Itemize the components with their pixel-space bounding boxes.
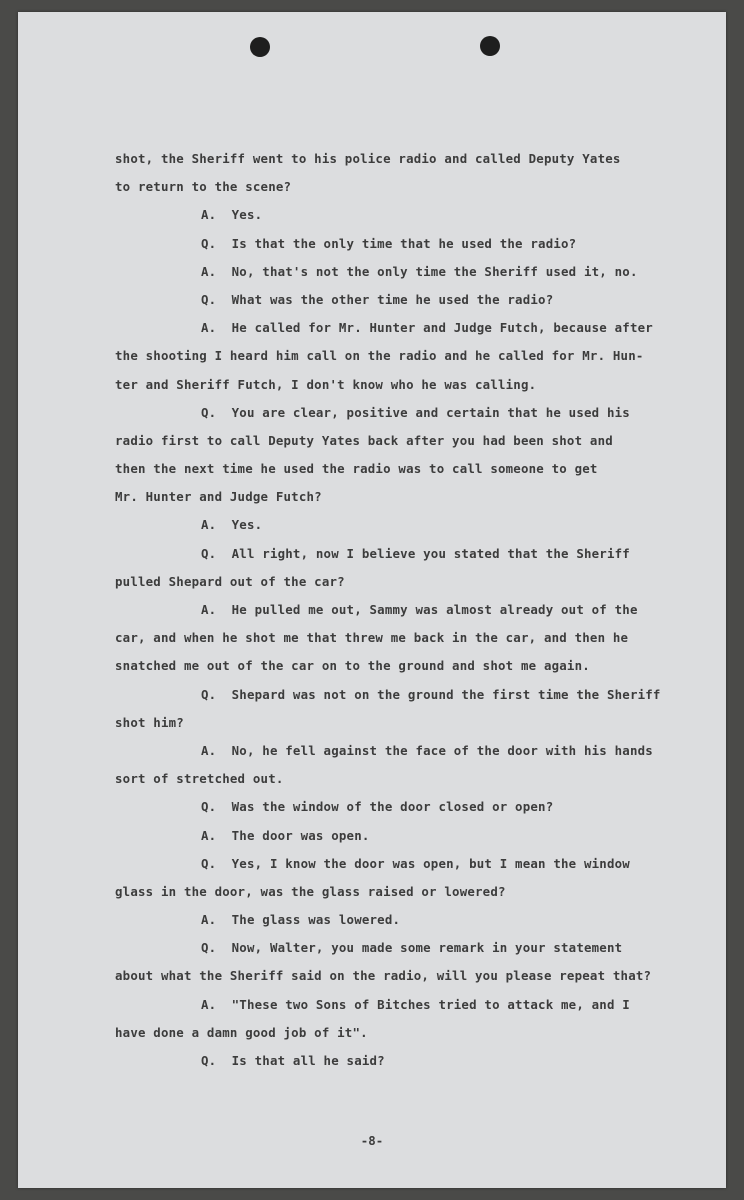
transcript-line: Q. You are clear, positive and certain that he used his xyxy=(201,404,630,420)
transcript-line: Q. Was the window of the door closed or open? xyxy=(201,799,554,815)
transcript-line: radio first to call Deputy Yates back after you had been shot and xyxy=(115,432,613,448)
transcript-body xyxy=(115,145,700,1075)
transcript-line: Mr. Hunter and Judge Futch? xyxy=(115,489,322,505)
transcript-line: Q. Yes, I know the door was open, but I mean the window xyxy=(201,855,630,871)
transcript-line: A. "These two Sons of Bitches tried to attack me, and I xyxy=(201,996,630,1012)
transcript-line: car, and when he shot me that threw me back in the car, and then he xyxy=(115,630,629,646)
punch-hole-right xyxy=(480,36,500,56)
transcript-line: Q. What was the other time he used the radio? xyxy=(201,291,554,307)
transcript-line: then the next time he used the radio was to call someone to get xyxy=(115,461,598,477)
transcript-line: about what the Sheriff said on the radio, will you please repeat that? xyxy=(115,968,652,984)
transcript-line: A. No, he fell against the face of the door with his hands xyxy=(201,742,653,758)
transcript-line: A. Yes. xyxy=(201,517,263,533)
transcript-line: Q. Shepard was not on the ground the first time the Sheriff xyxy=(201,686,661,702)
transcript-line: A. Yes. xyxy=(201,207,263,223)
transcript-line: ter and Sheriff Futch, I don't know who he was calling. xyxy=(115,376,537,392)
transcript-line: the shooting I heard him call on the radio and he called for Mr. Hun- xyxy=(115,348,644,364)
transcript-line: have done a damn good job of it". xyxy=(115,1024,368,1040)
page-number: -8- xyxy=(360,1133,384,1148)
document-page xyxy=(18,12,726,1188)
transcript-line: A. The glass was lowered. xyxy=(201,912,401,928)
transcript-line: shot him? xyxy=(115,714,184,730)
transcript-line: snatched me out of the car on to the ground and shot me again. xyxy=(115,658,590,674)
transcript-line: A. He called for Mr. Hunter and Judge Futch, because after xyxy=(201,320,653,336)
transcript-line: Q. Is that the only time that he used the radio? xyxy=(201,235,577,251)
transcript-line: to return to the scene? xyxy=(115,179,292,195)
transcript-line: Q. Now, Walter, you made some remark in your statement xyxy=(201,940,623,956)
transcript-line: sort of stretched out. xyxy=(115,771,284,787)
transcript-line: Q. All right, now I believe you stated that the Sheriff xyxy=(201,545,630,561)
transcript-line: shot, the Sheriff went to his police radio and called Deputy Yates xyxy=(115,151,621,166)
transcript-line: glass in the door, was the glass raised or lowered? xyxy=(115,883,506,899)
transcript-line: Q. Is that all he said? xyxy=(201,1053,385,1068)
transcript-line: A. No, that's not the only time the Sheriff used it, no. xyxy=(201,263,638,279)
transcript-line: pulled Shepard out of the car? xyxy=(115,573,345,589)
transcript-line: A. The door was open. xyxy=(201,827,370,843)
transcript-line: A. He pulled me out, Sammy was almost already out of the xyxy=(201,602,638,617)
punch-hole-left xyxy=(250,37,270,57)
